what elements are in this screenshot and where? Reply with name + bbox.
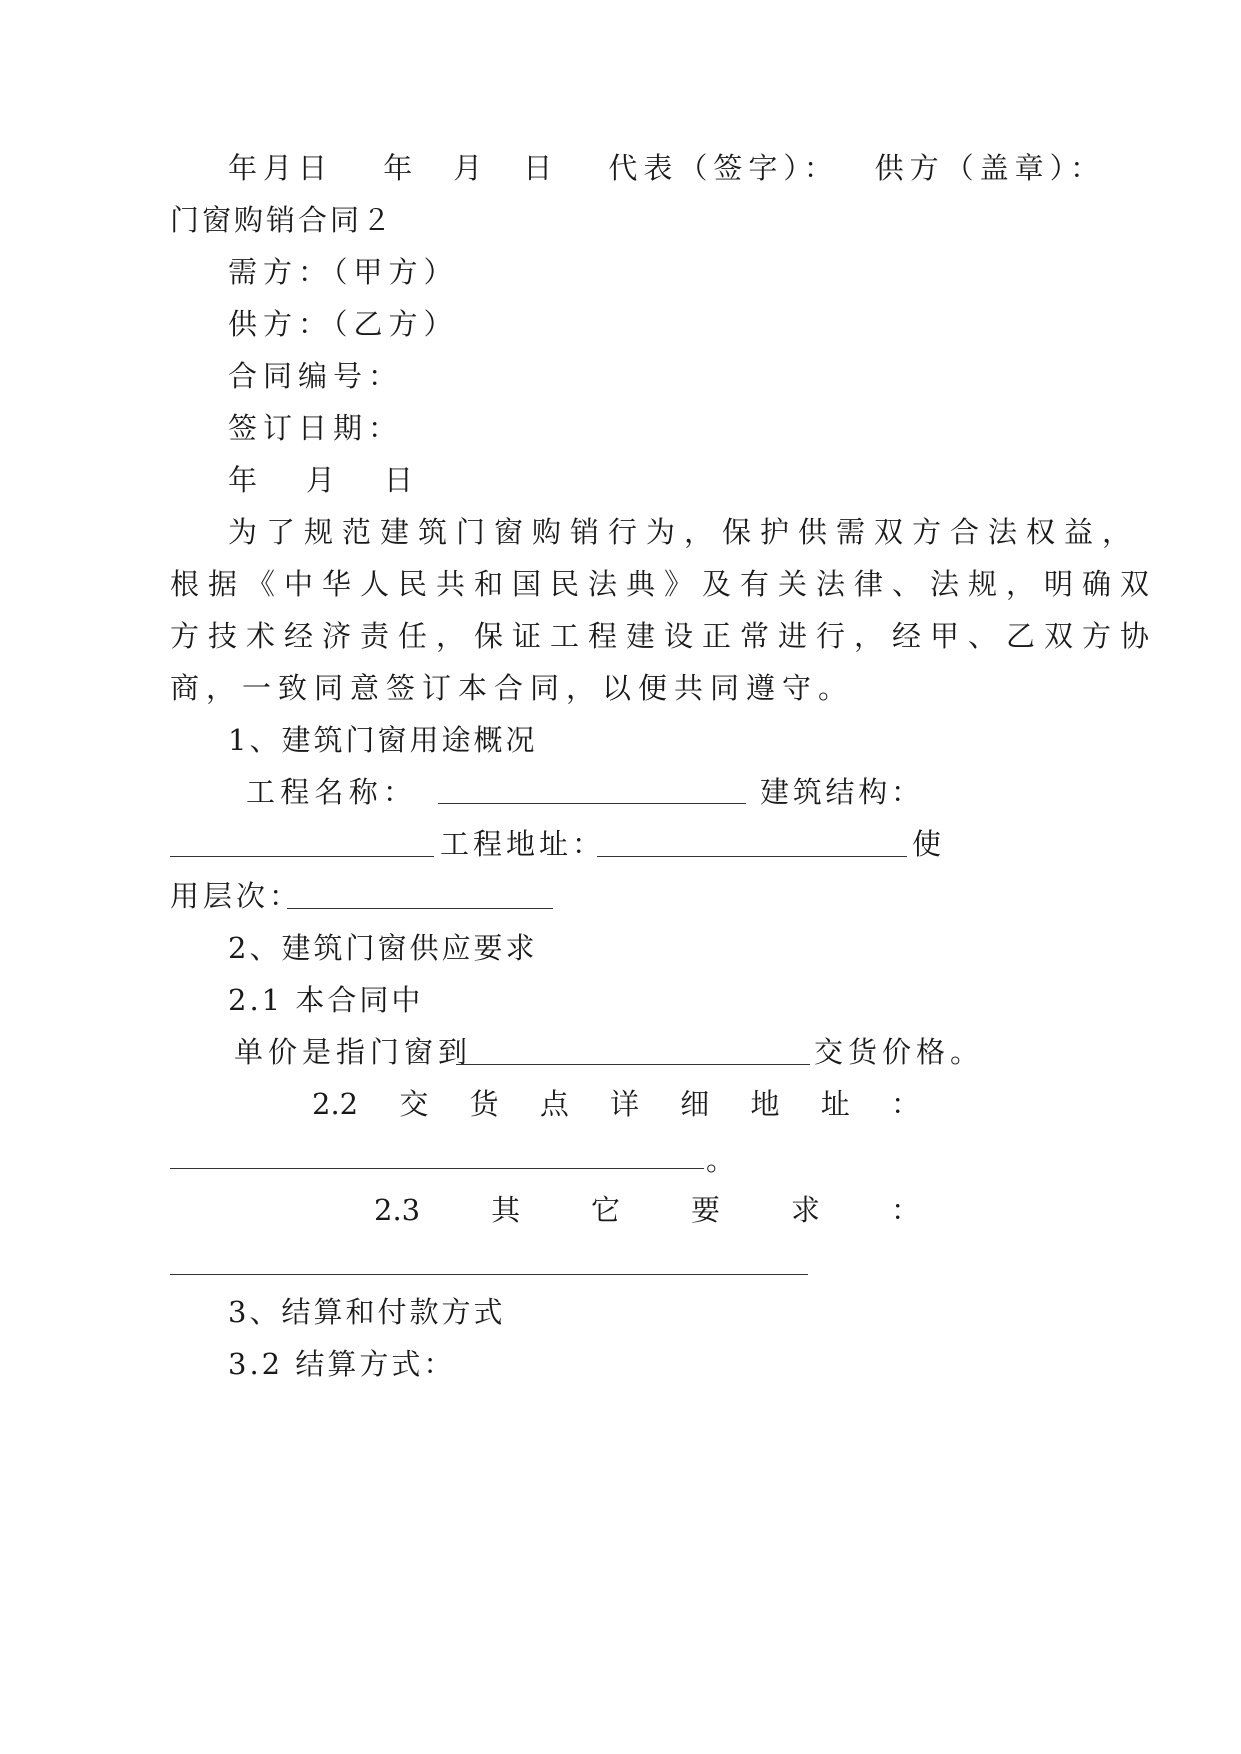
unit-price-prefix: 单价是指门窗到: [234, 1035, 473, 1069]
label-char: 细: [680, 1087, 710, 1121]
clause-2-3: [374, 1190, 920, 1230]
project-name-label: [246, 772, 412, 812]
label-char: 它: [591, 1193, 621, 1227]
label-char: 程: [280, 775, 310, 809]
intro-line-1: 为了规范建筑门窗购销行为，保护供需双方合法权益，: [228, 515, 1141, 549]
address-blank: [597, 856, 907, 857]
label-char: 地: [750, 1087, 780, 1121]
label-char: ：: [890, 1193, 920, 1227]
contract-number-line: 合同编号：: [228, 359, 404, 393]
label-char: 构: [858, 775, 888, 809]
section-1-title: 1、建筑门窗用途概况: [228, 723, 538, 757]
label-char: 详: [610, 1087, 640, 1121]
signature-line: 年月日 年 月 日 代表（签字）： 供方（盖章）：: [228, 151, 1106, 185]
use-level-label: 用层次：: [170, 879, 303, 913]
label-char: 要: [691, 1193, 721, 1227]
label-char: 其: [491, 1193, 521, 1227]
label-char: 求: [790, 1193, 820, 1227]
label-char: 称: [348, 775, 378, 809]
use-level-blank: [287, 908, 553, 909]
intro-line-4: 商，一致同意签订本合同，以便共同遵守。: [170, 671, 855, 705]
label-char: ：: [890, 1087, 920, 1121]
structure-blank: [170, 856, 434, 857]
delivery-address-end: 。: [706, 1143, 742, 1177]
label-char: ：: [890, 775, 920, 809]
label-char: 名: [314, 775, 344, 809]
intro-line-3: 方技术经济责任，保证工程建设正常进行，经甲、乙双方协: [170, 619, 1159, 653]
use-level-prefix: 使: [912, 827, 948, 861]
clause-number: 2.3: [374, 1193, 421, 1227]
sign-date-line: 签订日期：: [228, 411, 404, 445]
label-char: 点: [539, 1087, 569, 1121]
seller-line: 供方：（乙方）: [228, 307, 459, 341]
date-blank-line: 年 月 日: [228, 463, 424, 497]
label-char: 货: [469, 1087, 499, 1121]
label-char: 建: [760, 775, 790, 809]
unit-price-suffix: 交货价格。: [814, 1035, 985, 1069]
clause-3-2: 3.2 结算方式：: [228, 1347, 456, 1381]
address-label: 工程地址：: [440, 827, 606, 861]
label-char: 工: [246, 775, 276, 809]
label-char: 筑: [792, 775, 822, 809]
structure-label: [760, 772, 920, 812]
clause-2-2: [312, 1084, 920, 1124]
clause-2-1: 2.1 本合同中: [228, 983, 424, 1017]
other-requirements-blank: [170, 1274, 808, 1275]
label-char: 址: [820, 1087, 850, 1121]
unit-price-blank: [456, 1064, 810, 1065]
section-3-title: 3、结算和付款方式: [228, 1295, 506, 1329]
document-title: 门窗购销合同２: [170, 203, 395, 237]
delivery-address-blank: [170, 1168, 704, 1169]
section-2-title: 2、建筑门窗供应要求: [228, 931, 538, 965]
label-char: ：: [382, 775, 412, 809]
project-name-blank: [438, 803, 746, 804]
label-char: 交: [399, 1087, 429, 1121]
intro-line-2: 根据《中华人民共和国民法典》及有关法律、法规，明确双: [170, 567, 1159, 601]
clause-number: 2.2: [312, 1087, 359, 1121]
buyer-line: 需方：（甲方）: [228, 255, 459, 289]
label-char: 结: [825, 775, 855, 809]
